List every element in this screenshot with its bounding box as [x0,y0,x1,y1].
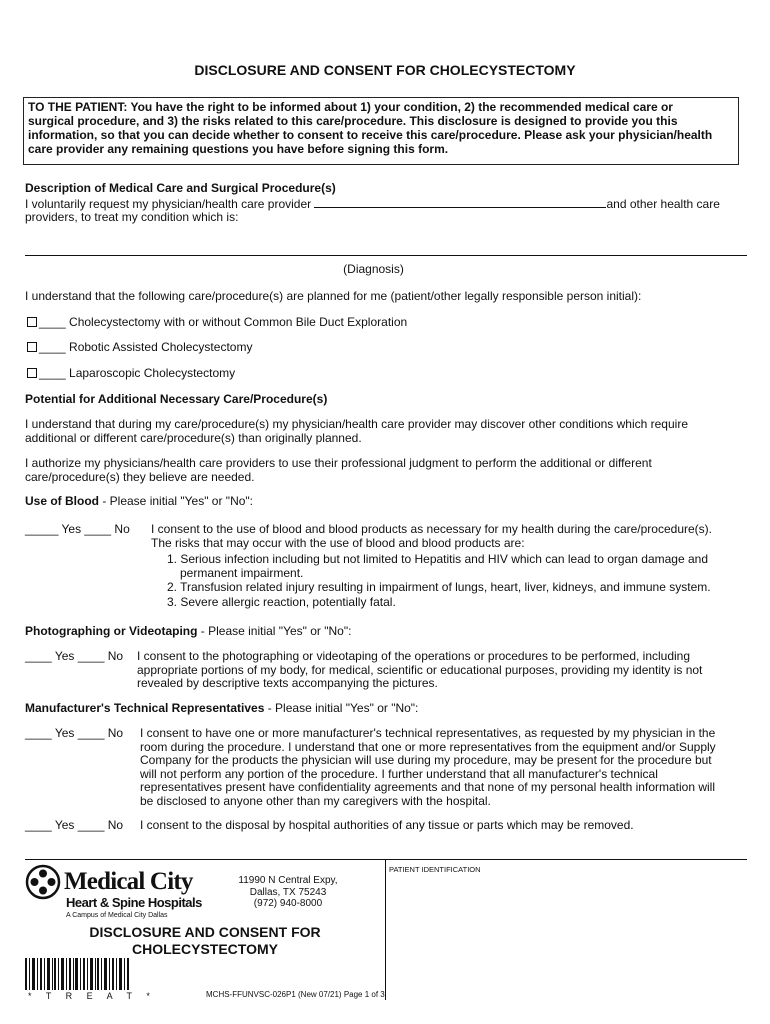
paragraph-line: appropriate portions of my body, for medical, scientific or educational purposes, providing my identity is not [137,662,703,677]
list-item: 2. Transfusion related injury resulting in impairment of lungs, heart, liver, kidneys, and immune system. [167,580,711,594]
paragraph-line: I consent to have one or more manufacturer's technical representatives, as requested by my physician in the [140,726,716,740]
photo-heading-line [25,625,351,639]
address-line: 11990 N Central Expy, [238,875,338,886]
patient-identification-label: PATIENT IDENTIFICATION [389,865,481,874]
photo-heading: Photographing or Videotaping [25,624,198,638]
provider-request-end: and other health care [606,197,720,211]
notice-line: surgical procedure, and 3) the risks related to this care/procedure. This disclosure is designed to provide you this [28,114,678,128]
paragraph-line: I consent to the photographing or videotaping of the operations or procedures to be performed, including [137,649,691,663]
procedure-checkbox[interactable] [27,368,37,378]
treat-condition-text: providers, to treat my condition which is: [25,210,239,224]
diagnosis-field[interactable] [25,255,747,256]
footer-divider [25,859,747,860]
diagnosis-label: (Diagnosis) [343,262,404,276]
procedure-checkbox[interactable] [27,342,37,352]
reps-heading: Manufacturer's Technical Representatives [25,701,265,715]
reps-instruction: - Please initial "Yes" or "No": [264,701,419,715]
blood-yes-no-initials[interactable]: _____ Yes ____ No [25,522,130,536]
reps-yes-no-initials[interactable]: ____ Yes ____ No [25,726,124,740]
initial-blank[interactable]: ____ [39,315,70,329]
patient-notice-box [23,97,739,165]
notice-line: TO THE PATIENT: You have the right to be informed about 1) your condition, 2) the recommended medical care or [28,100,673,114]
address-line: Dallas, TX 75243 [249,886,327,898]
page-title: DISCLOSURE AND CONSENT FOR CHOLECYSTECTOMY [194,62,576,78]
blood-risks-list [167,553,711,609]
paragraph-line: will not perform any portion of the procedure. I further understand that all manufacturer's technical [140,766,658,781]
paragraph-line: I authorize my physicians/health care providers to use their professional judgment to perform the additional or different [25,456,652,470]
provider-name-field[interactable] [314,197,606,208]
list-item: permanent impairment. [180,565,304,580]
medical-city-logo-icon [25,864,61,900]
paragraph-line: Company for the products the physician will use during my procedure, may be present for the procedure but [140,753,712,767]
blood-instruction: - Please initial "Yes" or "No": [99,494,253,508]
additional-care-paragraph [25,418,688,445]
paragraph-line: be disclosed to anyone other than my caregivers with the hospital. [140,793,491,808]
procedure-checkbox[interactable] [27,317,37,327]
photo-consent-text [137,650,702,691]
disposal-consent-text: I consent to the disposal by hospital authorities of any tissue or parts which may be removed. [140,818,634,832]
paragraph-line: additional or different care/procedure(s) than originally planned. [25,430,362,445]
reps-consent-text [140,727,716,808]
authorize-paragraph [25,457,652,484]
hospital-logo [25,864,61,905]
paragraph-line: revealed by descriptive texts accompanying the pictures. [137,676,438,690]
list-item: 1. Serious infection including but not limited to Hepatitis and HIV which can lead to organ damage and [167,552,708,566]
notice-line: information, so that you can decide whether to consent to receive this care/procedure. Please ask your physician/health [28,128,713,142]
paragraph-line: representatives present have confidentiality agreements and that none of my personal health information will [140,780,715,794]
paragraph-line: The risks that may occur with the use of blood and blood products are: [151,535,525,550]
paragraph-line: I consent to the use of blood and blood products as necessary for my health during the care/procedure(s). [151,522,712,536]
form-number: MCHS-FFUNVSC-026P1 (New 07/21) Page 1 of 3 [206,990,385,999]
paragraph-line: I understand that during my care/procedure(s) my physician/health care provider may discover other conditions which require [25,417,688,431]
blood-consent-text [151,523,712,550]
footer-vertical-divider [385,860,386,1000]
barcode-text: * T R E A T * [28,991,156,1001]
disposal-yes-no-initials[interactable]: ____ Yes ____ No [25,818,124,832]
procedure-option [27,341,252,355]
initial-blank[interactable]: ____ [39,366,70,380]
reps-heading-line [25,702,418,716]
list-item: 3. Severe allergic reaction, potentially fatal. [167,594,396,609]
blood-heading: Use of Blood [25,494,99,508]
blood-heading-line [25,495,253,509]
planned-procedures-text: I understand that the following care/procedure(s) are planned for me (patient/other legally responsible person initial): [25,289,642,303]
barcode [25,958,129,995]
paragraph-line: room during the procedure. I understand that one or more representatives from the equipment and/or Supply [140,739,716,754]
logo-subtitle: Heart & Spine Hospitals [66,895,202,910]
additional-care-heading: Potential for Additional Necessary Care/Procedure(s) [25,392,328,406]
logo-name: Medical City [64,868,193,895]
photo-instruction: - Please initial "Yes" or "No": [197,624,352,638]
hospital-address [238,875,338,910]
procedure-label: Robotic Assisted Cholecystectomy [69,340,253,354]
description-heading: Description of Medical Care and Surgical Procedure(s) [25,181,336,195]
provider-request-text: I voluntarily request my physician/health care provider [25,197,312,211]
paragraph-line: care/procedure(s) they believe are needed. [25,469,255,484]
initial-blank[interactable]: ____ [39,340,70,354]
barcode-icon [25,958,129,990]
photo-yes-no-initials[interactable]: ____ Yes ____ No [25,649,124,663]
address-line: (972) 940-8000 [253,898,323,909]
footer-title-line: CHOLECYSTECTOMY [132,941,278,957]
footer-title-line: DISCLOSURE AND CONSENT FOR [89,924,321,940]
logo-campus: A Campus of Medical City Dallas [66,912,168,919]
procedure-label: Cholecystectomy with or without Common Bile Duct Exploration [69,315,408,329]
procedure-option [27,316,407,330]
notice-line: care provider any remaining questions you have before signing this form. [28,142,449,156]
footer-form-title [40,924,370,958]
procedure-option [27,367,235,381]
procedure-label: Laparoscopic Cholecystectomy [69,366,236,380]
